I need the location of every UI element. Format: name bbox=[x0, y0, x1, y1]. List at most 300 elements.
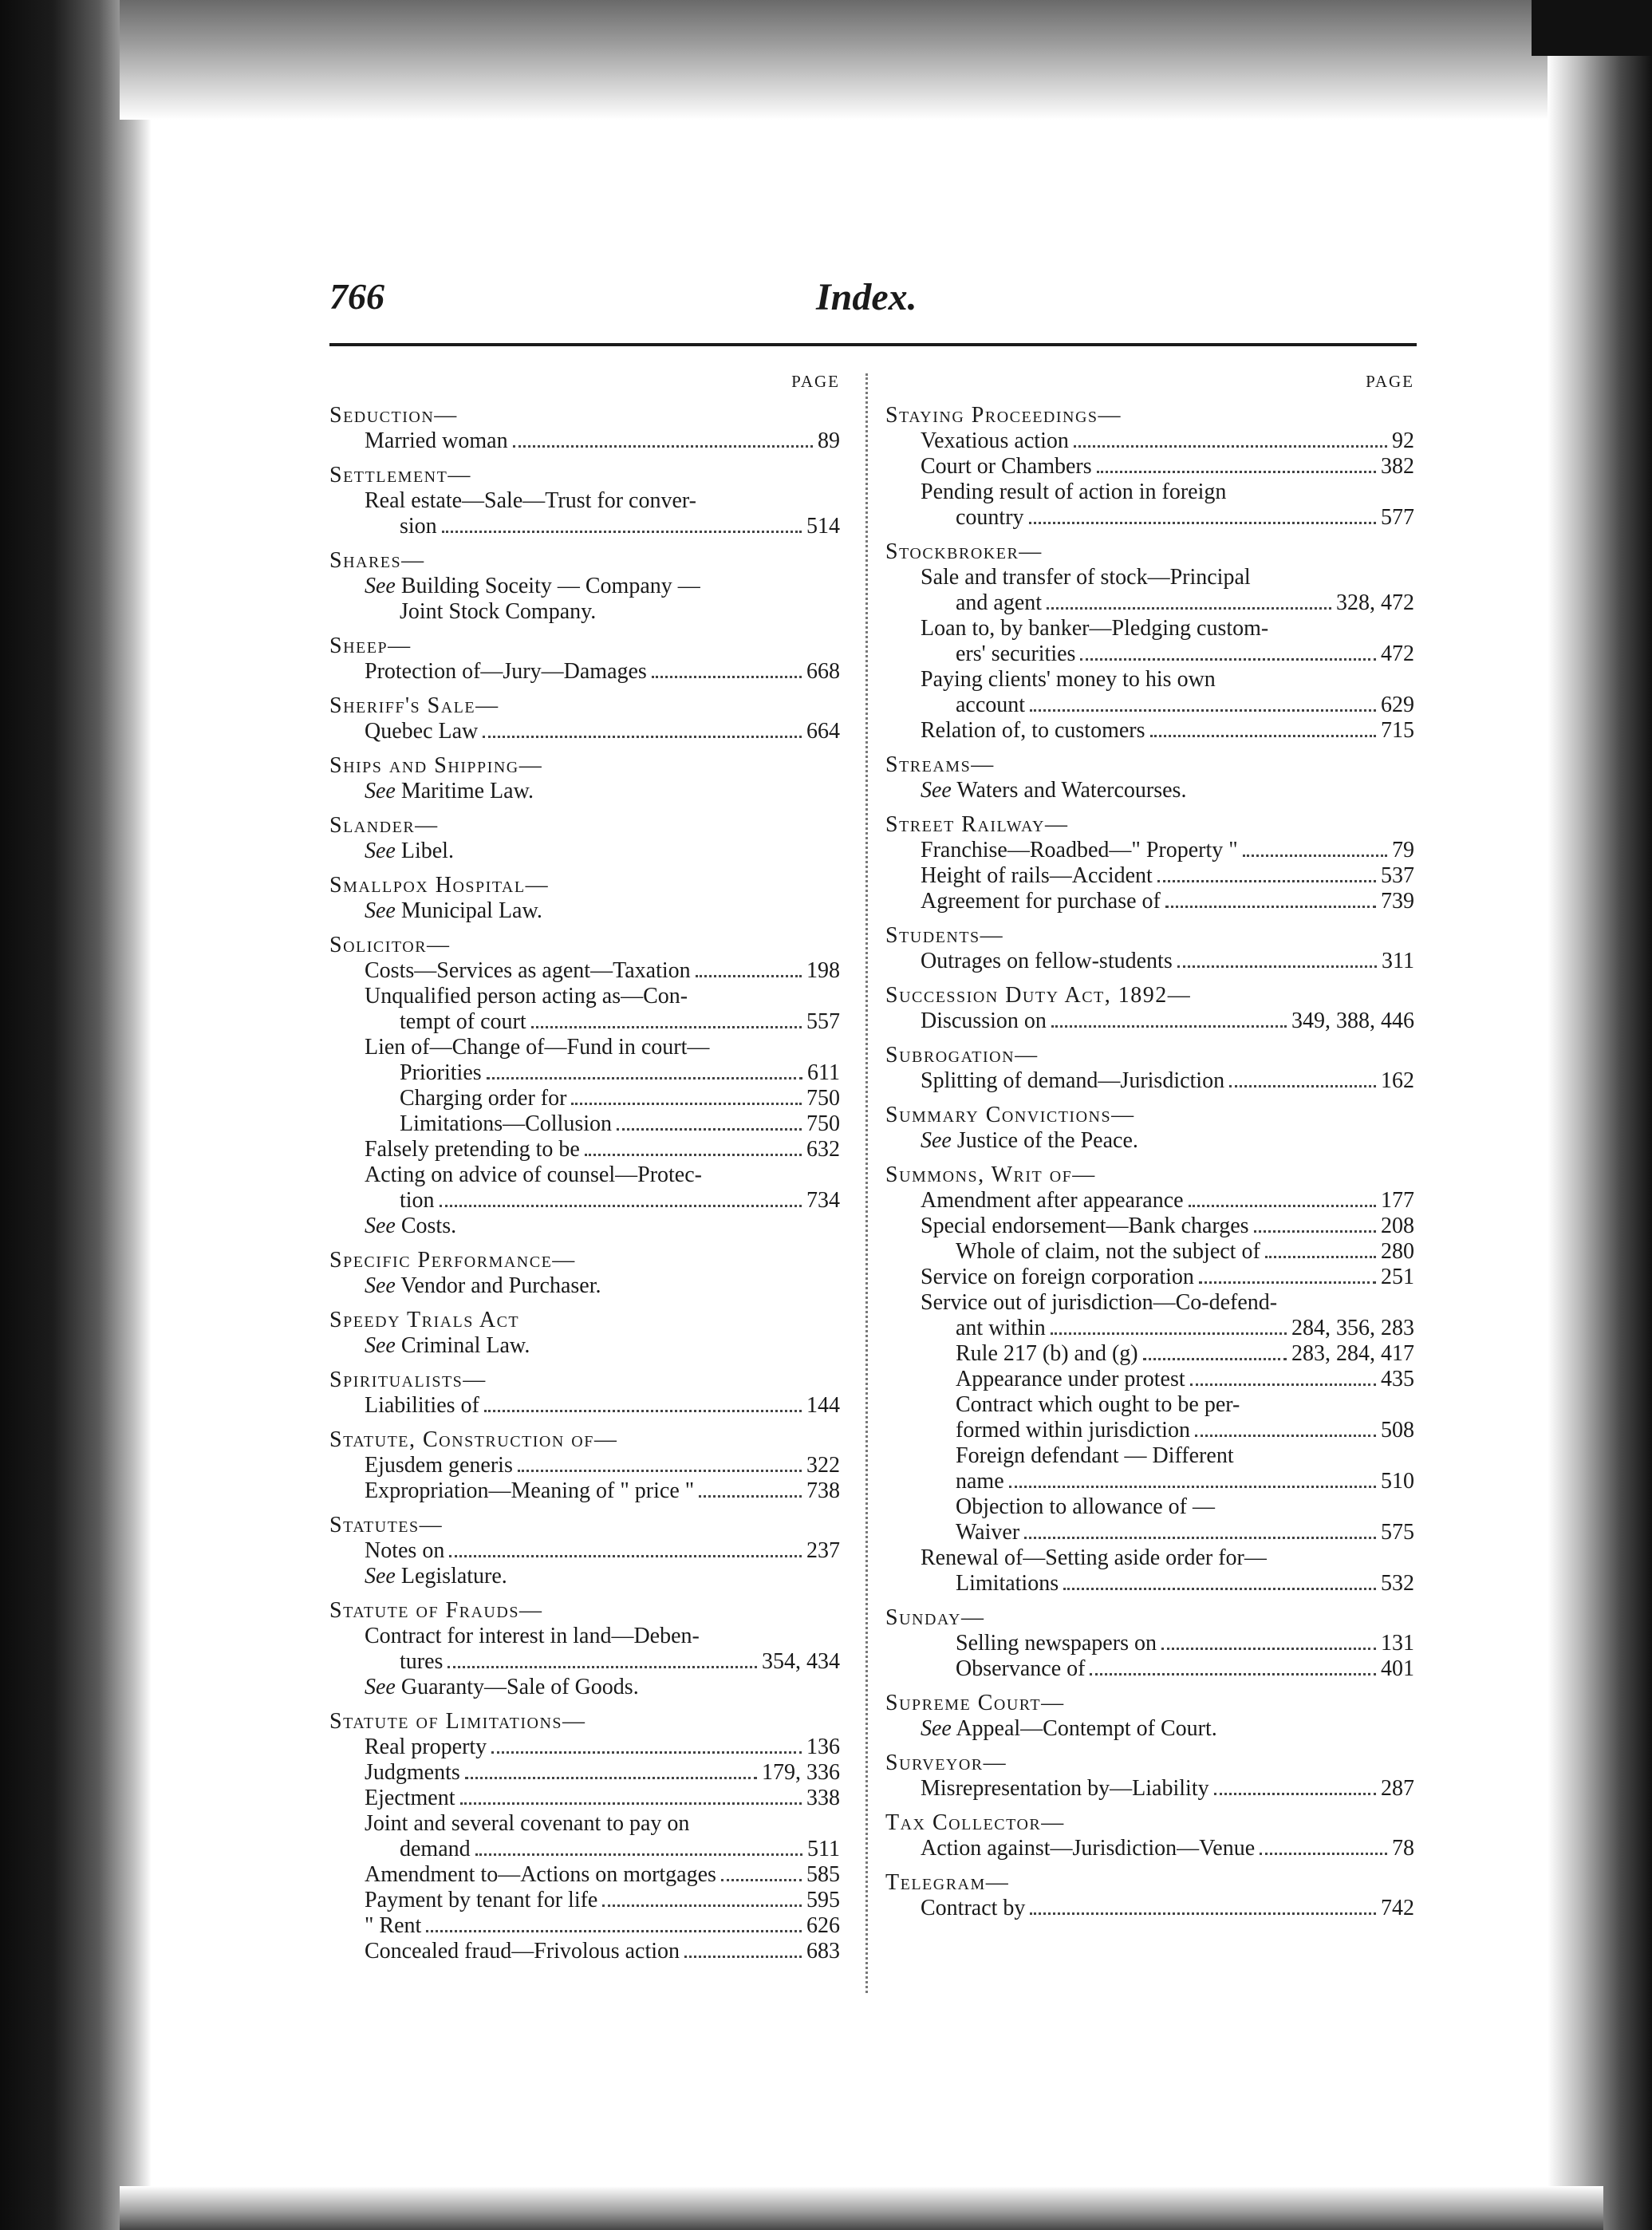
subentry-line bbox=[329, 1009, 840, 1035]
subentry-line bbox=[329, 1188, 840, 1214]
scan-border-top bbox=[120, 0, 1603, 120]
dot-leader bbox=[1214, 1793, 1376, 1795]
subentry-line bbox=[885, 1469, 1414, 1494]
subentry-line bbox=[885, 1341, 1414, 1367]
dot-leader bbox=[475, 1853, 802, 1856]
dot-leader bbox=[460, 1802, 802, 1805]
dot-leader bbox=[487, 1077, 802, 1079]
page-reference: 131 bbox=[1381, 1631, 1414, 1656]
subentry-line bbox=[885, 1631, 1414, 1656]
subentry-line bbox=[329, 1913, 840, 1939]
dot-leader bbox=[684, 1956, 802, 1958]
see-target: Vendor and Purchaser. bbox=[400, 1273, 601, 1298]
see-label: See bbox=[365, 839, 396, 863]
dot-leader bbox=[1254, 1230, 1376, 1233]
subentry-line bbox=[885, 505, 1414, 531]
subentry-text: Action against—Jurisdiction—Venue bbox=[921, 1836, 1256, 1861]
subentry-text: Sale and transfer of stock—Principal bbox=[921, 565, 1251, 590]
page-reference: 611 bbox=[807, 1060, 840, 1085]
page-reference: 79 bbox=[1392, 838, 1414, 862]
cross-reference bbox=[329, 839, 840, 864]
subentry-text: Outrages on fellow-students bbox=[921, 949, 1173, 973]
subentry-line bbox=[885, 1265, 1414, 1290]
subentry-text: and agent bbox=[956, 590, 1043, 615]
subentry-text: Expropriation—Meaning of " price " bbox=[365, 1478, 695, 1503]
page-reference: 435 bbox=[1381, 1367, 1414, 1391]
page-reference: 585 bbox=[806, 1862, 840, 1887]
dot-leader bbox=[1063, 1588, 1376, 1590]
index-entry bbox=[329, 463, 840, 539]
page-title: Index. bbox=[816, 276, 917, 318]
cross-reference bbox=[885, 778, 1414, 803]
subentry-text: Ejectment bbox=[365, 1786, 455, 1810]
page-reference: 575 bbox=[1381, 1520, 1414, 1545]
page-reference: 284, 356, 283 bbox=[1291, 1316, 1414, 1340]
page-reference: 251 bbox=[1381, 1265, 1414, 1289]
subentry-line bbox=[329, 1624, 840, 1649]
page-reference: 179, 336 bbox=[762, 1760, 840, 1785]
subentry-text: Real estate—Sale—Trust for conver- bbox=[365, 488, 696, 513]
cross-reference bbox=[329, 1273, 840, 1299]
subentry-line bbox=[885, 590, 1414, 616]
dot-leader bbox=[602, 1904, 802, 1907]
page-reference: 683 bbox=[806, 1939, 840, 1964]
page-reference: 532 bbox=[1381, 1571, 1414, 1596]
subentry-line bbox=[885, 889, 1414, 914]
entry-heading: Settlement— bbox=[329, 463, 471, 487]
see-label: See bbox=[365, 779, 396, 803]
entry-heading: Students— bbox=[885, 923, 1004, 948]
subentry-line bbox=[885, 1316, 1414, 1341]
page-reference: 511 bbox=[807, 1837, 840, 1861]
running-head bbox=[329, 275, 1414, 339]
page-reference: 89 bbox=[818, 428, 840, 453]
page-reference: 78 bbox=[1392, 1836, 1414, 1861]
see-label: See bbox=[365, 1564, 396, 1589]
subentry-line bbox=[885, 1068, 1414, 1094]
page-reference: 742 bbox=[1381, 1896, 1414, 1920]
index-entry bbox=[329, 1709, 840, 1964]
page-reference: 557 bbox=[806, 1009, 840, 1034]
subentry-text: Discussion on bbox=[921, 1008, 1047, 1033]
page-reference: 510 bbox=[1381, 1469, 1414, 1494]
entry-heading: Statute of Limitations— bbox=[329, 1709, 586, 1734]
page-reference: 177 bbox=[1381, 1188, 1414, 1213]
index-entry bbox=[885, 1605, 1414, 1682]
column-divider bbox=[865, 373, 869, 1993]
page-reference: 338 bbox=[806, 1786, 840, 1810]
entry-heading: Succession Duty Act, 1892— bbox=[885, 983, 1192, 1008]
page-reference: 382 bbox=[1381, 454, 1414, 479]
page-reference: 626 bbox=[806, 1913, 840, 1938]
entry-heading: Summons, Writ of— bbox=[885, 1162, 1096, 1187]
subentry-text: Contract for interest in land—Deben- bbox=[365, 1624, 700, 1648]
entry-heading: Surveyor— bbox=[885, 1750, 1007, 1775]
page-reference: 322 bbox=[806, 1453, 840, 1478]
dot-leader bbox=[1080, 658, 1376, 661]
entry-heading: Telegram— bbox=[885, 1870, 1010, 1895]
subentry-text: Falsely pretending to be bbox=[365, 1137, 580, 1162]
subentry-text: Judgments bbox=[365, 1760, 460, 1785]
see-target: Building Soceity — Company — bbox=[400, 574, 700, 598]
subentry-text: Contract which ought to be per- bbox=[956, 1392, 1240, 1417]
subentry-line bbox=[885, 1545, 1414, 1571]
dot-leader bbox=[1024, 1537, 1376, 1539]
index-entry bbox=[329, 1368, 840, 1419]
subentry-text: Paying clients' money to his own bbox=[921, 667, 1216, 692]
page-reference: 401 bbox=[1381, 1656, 1414, 1681]
dot-leader bbox=[1030, 1912, 1376, 1915]
subentry-line bbox=[885, 863, 1414, 889]
subentry-line bbox=[885, 949, 1414, 974]
page-reference: 508 bbox=[1381, 1418, 1414, 1443]
subentry-text: Service on foreign corporation bbox=[921, 1265, 1194, 1289]
subentry-line bbox=[885, 1392, 1414, 1418]
subentry-text: Renewal of—Setting aside order for— bbox=[921, 1545, 1267, 1570]
subentry-text: Ejusdem generis bbox=[365, 1453, 513, 1478]
page-reference: 514 bbox=[806, 514, 840, 539]
subentry-text: account bbox=[956, 693, 1026, 717]
subentry-text: Observance of bbox=[956, 1656, 1086, 1681]
page-reference: 354, 434 bbox=[762, 1649, 840, 1674]
entry-heading: Sheep— bbox=[329, 633, 412, 658]
entry-heading: Seduction— bbox=[329, 403, 458, 428]
page-column-heading: PAGE bbox=[1366, 372, 1414, 391]
subentry-text: name bbox=[956, 1469, 1004, 1494]
subentry-line bbox=[329, 1811, 840, 1837]
cross-reference bbox=[329, 1214, 840, 1239]
subentry-text: Charging order for bbox=[400, 1086, 567, 1111]
entry-heading: Supreme Court— bbox=[885, 1691, 1065, 1715]
subentry-text: Costs—Services as agent—Taxation bbox=[365, 958, 691, 983]
see-target: Libel. bbox=[400, 839, 454, 863]
index-entry bbox=[885, 1103, 1414, 1154]
dot-leader bbox=[1161, 1648, 1376, 1650]
subentry-text: Splitting of demand—Jurisdiction bbox=[921, 1068, 1225, 1093]
subentry-line bbox=[885, 1776, 1414, 1802]
index-entry bbox=[329, 693, 840, 744]
subentry-text: Concealed fraud—Frivolous action bbox=[365, 1939, 680, 1964]
subentry-text: Notes on bbox=[365, 1538, 445, 1563]
subentry-text: Unqualified person acting as—Con- bbox=[365, 984, 688, 1008]
dot-leader bbox=[1150, 735, 1376, 737]
page-reference: 750 bbox=[806, 1086, 840, 1111]
dot-leader bbox=[1143, 1358, 1287, 1360]
dot-leader bbox=[491, 1751, 802, 1754]
index-entry bbox=[329, 873, 840, 924]
subentry-line bbox=[329, 1111, 840, 1137]
index-entry bbox=[329, 1427, 840, 1504]
subentry-line bbox=[885, 480, 1414, 505]
subentry-text: tion bbox=[400, 1188, 435, 1213]
subentry-text: ers' securities bbox=[956, 641, 1076, 666]
entry-heading: Solicitor— bbox=[329, 933, 451, 957]
index-column-right bbox=[885, 369, 1414, 1921]
subentry-line bbox=[885, 1896, 1414, 1921]
index-entry bbox=[885, 923, 1414, 974]
subentry-text: Height of rails—Accident bbox=[921, 863, 1153, 888]
index-entry bbox=[885, 1162, 1414, 1597]
page-reference: 750 bbox=[806, 1111, 840, 1136]
page-reference: 162 bbox=[1381, 1068, 1414, 1093]
subentry-text: Vexatious action bbox=[921, 428, 1069, 453]
dot-leader bbox=[1189, 1205, 1376, 1207]
subentry-line bbox=[885, 1214, 1414, 1239]
subentry-line bbox=[885, 1367, 1414, 1392]
see-target: Maritime Law. bbox=[400, 779, 534, 803]
scan-corner-shadow bbox=[1532, 0, 1652, 56]
subentry-text: Pending result of action in foreign bbox=[921, 480, 1227, 504]
header-rule bbox=[329, 343, 1417, 346]
page-reference: 668 bbox=[806, 659, 840, 684]
entry-heading: Streams— bbox=[885, 752, 995, 777]
index-entry bbox=[329, 1513, 840, 1589]
entry-heading: Slander— bbox=[329, 813, 439, 838]
dot-leader bbox=[1097, 471, 1376, 473]
dot-leader bbox=[1190, 1383, 1376, 1386]
dot-leader bbox=[571, 1103, 802, 1105]
subentry-line bbox=[329, 1393, 840, 1419]
dot-leader bbox=[1009, 1486, 1376, 1488]
index-entry bbox=[329, 933, 840, 1239]
subentry-line bbox=[885, 454, 1414, 480]
subentry-line bbox=[329, 1649, 840, 1675]
see-label: See bbox=[365, 1214, 396, 1238]
subentry-line bbox=[885, 1494, 1414, 1520]
dot-leader bbox=[1074, 445, 1387, 448]
scan-border-left bbox=[0, 0, 152, 2230]
entry-heading: Sheriff's Sale— bbox=[329, 693, 499, 718]
subentry-text: Appearance under protest bbox=[956, 1367, 1185, 1391]
entry-heading: Street Railway— bbox=[885, 812, 1069, 837]
page-reference: 208 bbox=[1381, 1214, 1414, 1238]
subentry-line bbox=[329, 1837, 840, 1862]
subentry-line bbox=[329, 428, 840, 454]
page-reference: 144 bbox=[806, 1393, 840, 1418]
cross-reference bbox=[329, 1675, 840, 1700]
subentry-line bbox=[885, 1656, 1414, 1682]
cross-reference bbox=[329, 898, 840, 924]
see-label: See bbox=[921, 1716, 952, 1741]
subentry-text: Acting on advice of counsel—Protec- bbox=[365, 1162, 702, 1187]
dot-leader bbox=[1199, 1281, 1376, 1284]
dot-leader bbox=[484, 1410, 802, 1412]
dot-leader bbox=[440, 1205, 802, 1207]
dot-leader bbox=[518, 1470, 802, 1472]
subentry-line bbox=[885, 428, 1414, 454]
entry-heading: Stockbroker— bbox=[885, 539, 1043, 564]
dot-leader bbox=[721, 1879, 802, 1881]
subentry-text: country bbox=[956, 505, 1024, 530]
cross-reference bbox=[885, 1716, 1414, 1742]
dot-leader bbox=[1260, 1853, 1387, 1855]
subentry-line bbox=[329, 984, 840, 1009]
subentry-line bbox=[329, 514, 840, 539]
dot-leader bbox=[442, 531, 802, 533]
index-entry bbox=[329, 813, 840, 864]
see-target: Waters and Watercourses. bbox=[956, 778, 1187, 803]
see-label: See bbox=[365, 1273, 396, 1298]
dot-leader bbox=[585, 1154, 802, 1156]
dot-leader bbox=[1047, 607, 1331, 610]
page-number: 766 bbox=[329, 276, 384, 317]
subentry-text: Amendment after appearance bbox=[921, 1188, 1184, 1213]
dot-leader bbox=[465, 1777, 757, 1779]
subentry-text: Joint Stock Company. bbox=[400, 599, 597, 624]
index-entry bbox=[885, 752, 1414, 803]
subentry-line bbox=[329, 1162, 840, 1188]
entry-heading: Summary Convictions— bbox=[885, 1103, 1135, 1127]
index-entry bbox=[329, 403, 840, 454]
subentry-line bbox=[885, 565, 1414, 590]
entry-heading: Ships and Shipping— bbox=[329, 753, 543, 778]
page-reference: 595 bbox=[806, 1888, 840, 1912]
subentry-line bbox=[329, 659, 840, 685]
subentry-line bbox=[329, 1453, 840, 1478]
dot-leader bbox=[1165, 906, 1376, 908]
cross-reference bbox=[329, 1564, 840, 1589]
index-entry bbox=[329, 1248, 840, 1299]
page-reference: 715 bbox=[1381, 718, 1414, 743]
subentry-text: Franchise—Roadbed—" Property " bbox=[921, 838, 1238, 862]
subentry-text: Limitations—Collusion bbox=[400, 1111, 613, 1136]
entry-heading: Spiritualists— bbox=[329, 1368, 487, 1392]
dot-leader bbox=[1229, 1085, 1376, 1087]
entry-heading: Shares— bbox=[329, 548, 425, 573]
subentry-text: Relation of, to customers bbox=[921, 718, 1145, 743]
page-reference: 287 bbox=[1381, 1776, 1414, 1801]
entry-heading: Tax Collector— bbox=[885, 1810, 1065, 1835]
subentry-text: Special endorsement—Bank charges bbox=[921, 1214, 1249, 1238]
subentry-line bbox=[885, 1520, 1414, 1545]
index-column-left bbox=[329, 369, 840, 1964]
subentry-line bbox=[329, 1735, 840, 1760]
dot-leader bbox=[696, 975, 802, 977]
dot-leader bbox=[531, 1026, 802, 1028]
cross-reference bbox=[329, 779, 840, 804]
dot-leader bbox=[1051, 1025, 1287, 1028]
dot-leader bbox=[513, 445, 813, 448]
subentry-text: Contract by bbox=[921, 1896, 1026, 1920]
page-reference: 664 bbox=[806, 719, 840, 744]
subentry-text: demand bbox=[400, 1837, 471, 1861]
subentry-line bbox=[329, 1538, 840, 1564]
subentry-line bbox=[329, 719, 840, 744]
subentry-text: Waiver bbox=[956, 1520, 1020, 1545]
subentry-text: Payment by tenant for life bbox=[365, 1888, 598, 1912]
see-target: Criminal Law. bbox=[400, 1333, 530, 1358]
dot-leader bbox=[617, 1128, 802, 1131]
entry-heading: Staying Proceedings— bbox=[885, 403, 1122, 428]
page-reference: 237 bbox=[806, 1538, 840, 1563]
subentry-line bbox=[885, 641, 1414, 667]
see-target: Costs. bbox=[400, 1214, 457, 1238]
see-label: See bbox=[365, 898, 396, 923]
subentry-text: Rule 217 (b) and (g) bbox=[956, 1341, 1138, 1366]
subentry-text: ant within bbox=[956, 1316, 1046, 1340]
dot-leader bbox=[1029, 522, 1376, 524]
see-target: Municipal Law. bbox=[400, 898, 542, 923]
subentry-text: Selling newspapers on bbox=[956, 1631, 1157, 1656]
subentry-line bbox=[885, 718, 1414, 744]
subentry-text: tures bbox=[400, 1649, 444, 1674]
subentry-line bbox=[885, 667, 1414, 693]
dot-leader bbox=[1265, 1256, 1376, 1258]
subentry-line bbox=[329, 1137, 840, 1162]
page-reference: 283, 284, 417 bbox=[1291, 1341, 1414, 1366]
subentry-line bbox=[329, 1035, 840, 1060]
subentry-line bbox=[329, 1888, 840, 1913]
subentry-line bbox=[885, 1008, 1414, 1034]
see-target: Appeal—Contempt of Court. bbox=[956, 1716, 1217, 1741]
subentry-text: tempt of court bbox=[400, 1009, 526, 1034]
cross-reference bbox=[329, 574, 840, 599]
page-reference: 311 bbox=[1382, 949, 1414, 973]
dot-leader bbox=[447, 1666, 757, 1668]
dot-leader bbox=[1195, 1435, 1376, 1437]
index-entry bbox=[329, 753, 840, 804]
subentry-text: Foreign defendant — Different bbox=[956, 1443, 1234, 1468]
see-label: See bbox=[921, 778, 952, 803]
see-label: See bbox=[365, 1333, 396, 1358]
subentry-text: " Rent bbox=[365, 1913, 422, 1938]
entry-heading: Speedy Trials Act bbox=[329, 1308, 520, 1332]
subentry-line bbox=[329, 1862, 840, 1888]
index-entry bbox=[329, 548, 840, 625]
subentry-line bbox=[329, 1760, 840, 1786]
subentry-text: Lien of—Change of—Fund in court— bbox=[365, 1035, 710, 1060]
page-reference: 136 bbox=[806, 1735, 840, 1759]
dot-leader bbox=[426, 1930, 802, 1932]
entry-heading: Statute of Frauds— bbox=[329, 1598, 543, 1623]
see-label: See bbox=[365, 1675, 396, 1699]
subentry-line bbox=[329, 599, 840, 625]
subentry-line bbox=[885, 616, 1414, 641]
page-reference: 629 bbox=[1381, 693, 1414, 717]
index-entry bbox=[885, 1750, 1414, 1802]
dot-leader bbox=[652, 676, 802, 678]
dot-leader bbox=[1177, 965, 1377, 968]
subentry-text: Agreement for purchase of bbox=[921, 889, 1161, 914]
cross-reference bbox=[329, 1333, 840, 1359]
subentry-text: Court or Chambers bbox=[921, 454, 1092, 479]
subentry-line bbox=[329, 1086, 840, 1111]
see-target: Guaranty—Sale of Goods. bbox=[400, 1675, 639, 1699]
subentry-text: Real property bbox=[365, 1735, 487, 1759]
dot-leader bbox=[483, 736, 802, 738]
index-entry bbox=[329, 633, 840, 685]
subentry-text: Service out of jurisdiction—Co-defend- bbox=[921, 1290, 1278, 1315]
subentry-line bbox=[885, 1290, 1414, 1316]
page-reference: 734 bbox=[806, 1188, 840, 1213]
subentry-text: Protection of—Jury—Damages bbox=[365, 659, 647, 684]
index-entry bbox=[885, 403, 1414, 531]
subentry-text: Whole of claim, not the subject of bbox=[956, 1239, 1260, 1264]
subentry-line bbox=[329, 1060, 840, 1086]
see-target: Legislature. bbox=[400, 1564, 507, 1589]
subentry-line bbox=[329, 1786, 840, 1811]
dot-leader bbox=[449, 1555, 802, 1557]
see-target: Justice of the Peace. bbox=[956, 1128, 1138, 1153]
dot-leader bbox=[1030, 709, 1376, 712]
entry-heading: Sunday— bbox=[885, 1605, 985, 1630]
page-reference: 280 bbox=[1381, 1239, 1414, 1264]
subentry-line bbox=[885, 1443, 1414, 1469]
subentry-text: Married woman bbox=[365, 428, 508, 453]
index-entry bbox=[329, 1598, 840, 1700]
page-reference: 739 bbox=[1381, 889, 1414, 914]
entry-heading: Statute, Construction of— bbox=[329, 1427, 618, 1452]
